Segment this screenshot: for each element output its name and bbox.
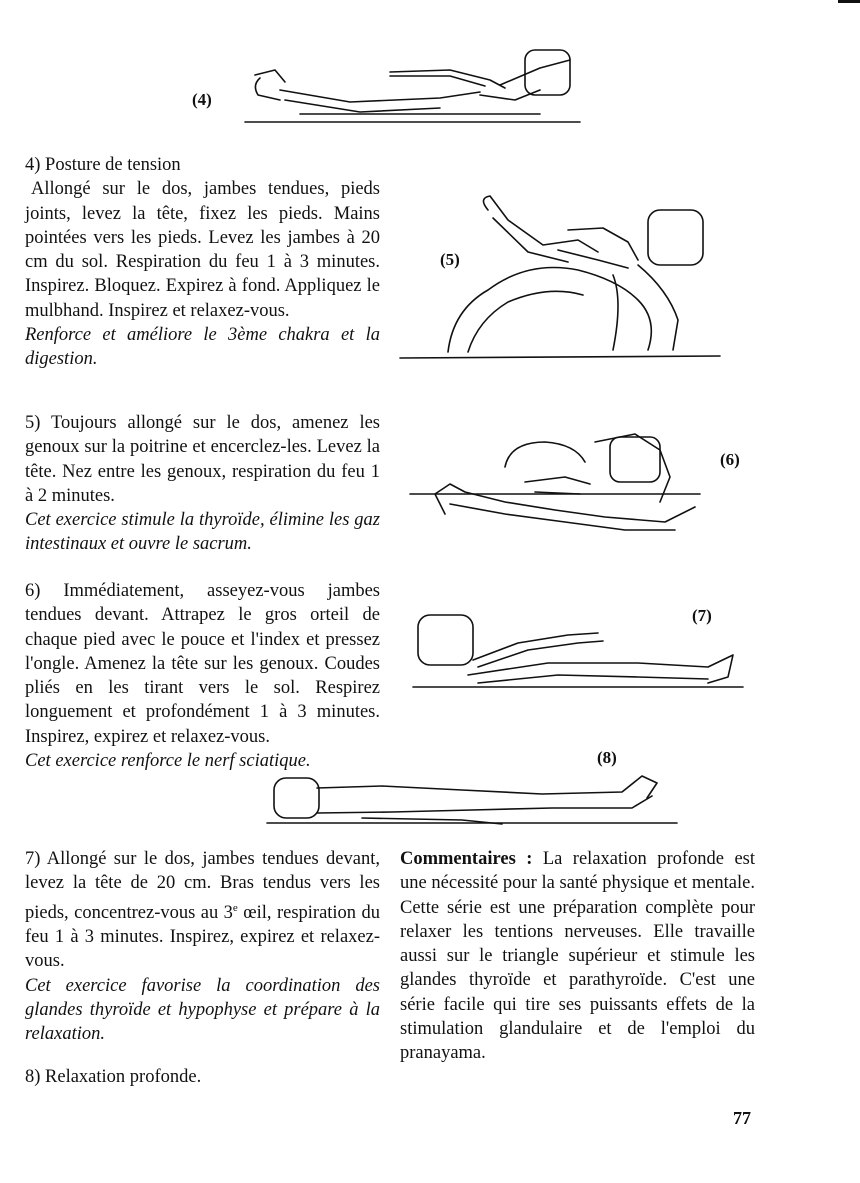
section-7-body-end: œil, respiration du feu 1 à 3 minutes. Inspirez, expirez et relaxez-vous.	[25, 902, 380, 972]
figure-label-7: (7)	[692, 606, 712, 625]
section-7-body	[25, 847, 380, 974]
section-4-note: Renforce et améliore le 3ème chakra et la digestion.	[25, 325, 380, 370]
section-7-note: Cet exercice favorise la coordination des glandes thyroïde et hypophyse et prépare à la relaxation.	[25, 975, 380, 1045]
figure-label-6: (6)	[720, 450, 740, 469]
commentaires-label: Commentaires :	[400, 849, 533, 869]
section-6-text	[25, 579, 380, 773]
section-5-text	[25, 411, 380, 557]
section-6-body: 6) Immédiatement, asseyez-vous jambes tendues devant. Attrapez le gros orteil de chaque pied avec le pouce et l'index et pressez l'ongle. Amenez la tête sur les genoux. Coudes pliés en les tirant vers le sol. Respirez longuement et profondément 1 à 3 minutes. Inspirez, expirez et relaxez-vous.	[25, 581, 380, 747]
page-corner-mark	[838, 0, 860, 9]
figure-label-4: (4)	[192, 90, 212, 109]
figure-7-illustration	[408, 605, 748, 695]
figure-8-illustration	[262, 768, 682, 833]
section-6-note: Cet exercice renforce le nerf sciatique.	[25, 751, 311, 772]
commentaires-body: La relaxation profonde est une nécessité pour la santé physique et mentale. Cette série est une préparation complète pour relaxer les tentions nerveuses. Elle travaille aussi sur le triangle supérieur et stimule les glandes thyroïde et parathyroïde. C'est une série facile qui tire ses puissants effets de la stimulation glandulaire et de l'emploi du pranayama.	[400, 849, 755, 1064]
commentaires-paragraph	[400, 847, 755, 1066]
figure-label-5: (5)	[440, 250, 460, 269]
page-number: 77	[733, 1108, 751, 1128]
section-5-note: Cet exercice stimule la thyroïde, élimine les gaz intestinaux et ouvre le sacrum.	[25, 510, 380, 555]
section-8-text	[25, 1065, 380, 1089]
section-8-title: 8) Relaxation profonde.	[25, 1067, 202, 1087]
figure-5-illustration	[398, 190, 723, 365]
section-4-title: 4) Posture de tension	[25, 155, 181, 175]
figure-4-illustration	[240, 40, 585, 130]
figure-6-illustration	[405, 422, 705, 537]
section-4-body: Allongé sur le dos, jambes tendues, pieds joints, levez la tête, fixez les pieds. Mains pointées vers les pieds. Levez les jambes à 20 cm du sol. Respiration du feu 1 à 3 minutes. Inspirez. Bloquez. Expirez à fond. Appliquez le mulbhand. Inspirez et relaxez-vous.	[25, 179, 380, 321]
section-7-text	[25, 847, 380, 1047]
section-4-text	[25, 153, 380, 372]
commentaires-text	[400, 847, 755, 1066]
section-5-body: 5) Toujours allongé sur le dos, amenez les genoux sur la poitrine et encerclez-les. Levez la tête. Nez entre les genoux, respiration du feu 1 à 2 minutes.	[25, 413, 380, 506]
figure-label-8: (8)	[597, 748, 617, 767]
section-7-body-start: 7) Allongé sur le dos, jambes tendues devant, levez la tête de 20 cm. Bras tendus vers les pieds, concentrez-vous au 3	[25, 849, 380, 923]
section-7-superscript: e	[232, 901, 238, 914]
